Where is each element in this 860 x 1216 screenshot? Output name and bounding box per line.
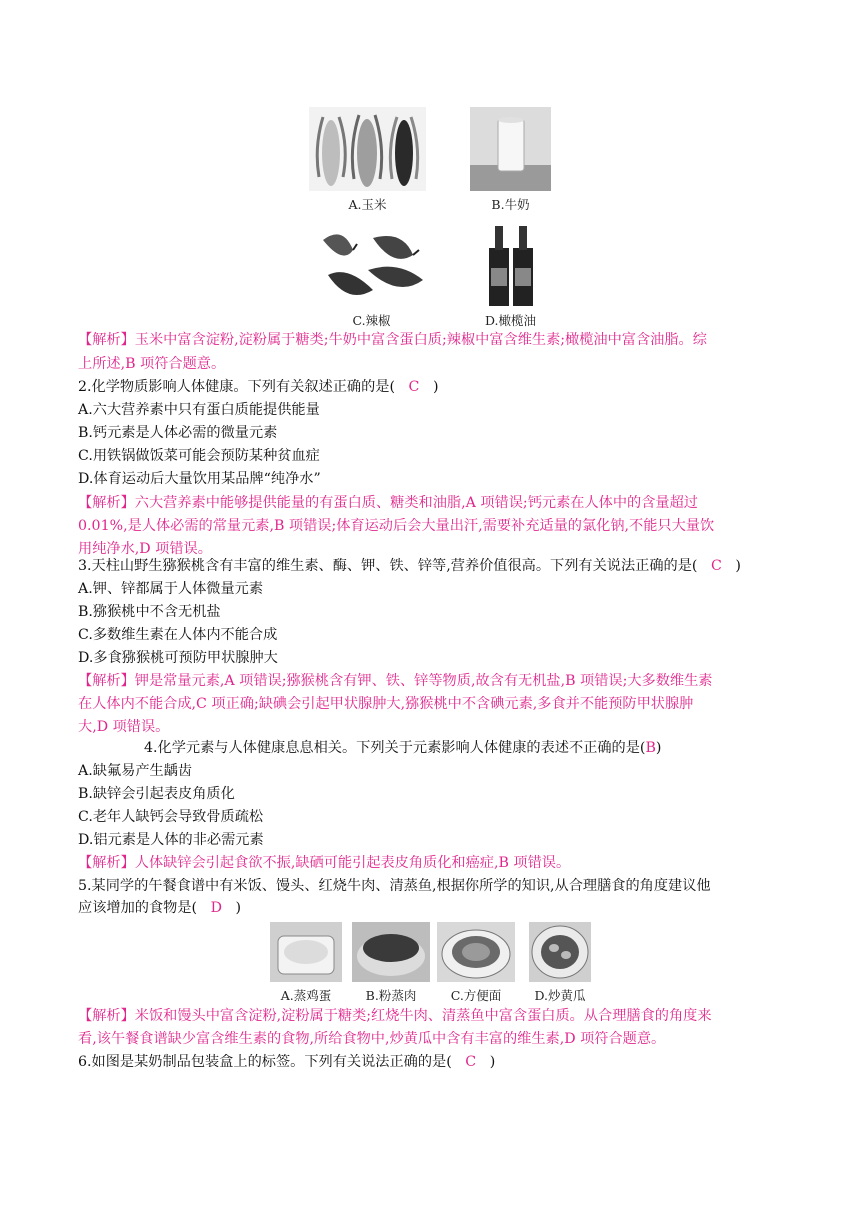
steamed-egg-photo <box>270 922 342 982</box>
q2-analysis-line-3: 用纯净水,D 项错误。 <box>78 541 212 557</box>
q3-stem: 3.天柱山野生猕猴桃含有丰富的维生素、酶、钾、铁、锌等,营养价值很高。下列有关说法正确的是( C ) <box>78 558 741 574</box>
q3-analysis-line-3: 大,D 项错误。 <box>78 719 170 735</box>
q1-analysis-line-1: 【解析】玉米中富含淀粉,淀粉属于糖类;牛奶中富含蛋白质;辣椒中富含维生素;橄榄油中富含油脂。综 <box>78 332 707 348</box>
q4-option-a: A.缺氟易产生龋齿 <box>78 763 193 779</box>
q4-option-c: C.老年人缺钙会导致骨质疏松 <box>78 809 264 825</box>
analysis-tag: 【解析】 <box>78 1008 135 1024</box>
instant-noodles-photo <box>437 922 515 982</box>
q3-option-b: B.猕猴桃中不含无机盐 <box>78 604 221 620</box>
q3-analysis-line-1: 【解析】钾是常量元素,A 项错误;猕猴桃含有钾、铁、锌等物质,故含有无机盐,B 项错误;大多数维生素 <box>78 673 713 689</box>
q6-answer: C <box>465 1054 477 1070</box>
analysis-tag: 【解析】 <box>78 673 135 689</box>
milk-photo <box>470 107 551 191</box>
q2-option-d: D.体育运动后大量饮用某品牌“纯净水” <box>78 471 321 487</box>
q4-stem: 4.化学元素与人体健康息息相关。下列关于元素影响人体健康的表述不正确的是(B) <box>144 740 662 756</box>
q6-stem: 6.如图是某奶制品包装盒上的标签。下列有关说法正确的是( C ) <box>78 1054 496 1070</box>
q5-answer: D <box>210 900 222 916</box>
q2-analysis-line-2: 0.01%,是人体必需的常量元素,B 项错误;体育运动后会大量出汗,需要补充适量的氯化钠,不能只大量饮 <box>78 518 715 534</box>
analysis-tag: 【解析】 <box>78 332 135 348</box>
fried-cucumber-photo <box>529 922 591 982</box>
caption-instant-noodles: C.方便面 <box>450 988 502 1003</box>
olive-oil-photo <box>483 218 539 308</box>
q3-option-a: A.钾、锌都属于人体微量元素 <box>78 581 264 597</box>
caption-steamed-pork: B.粉蒸肉 <box>365 988 417 1003</box>
steamed-pork-photo <box>352 922 430 982</box>
q5-analysis-line-1: 【解析】米饭和馒头中富含淀粉,淀粉属于糖类;红烧牛肉、清蒸鱼中富含蛋白质。从合理膳食的角度来 <box>78 1008 712 1024</box>
caption-olive-oil: D.橄榄油 <box>484 313 537 328</box>
q2-answer: C <box>408 379 420 395</box>
q3-option-d: D.多食猕猴桃可预防甲状腺肿大 <box>78 650 278 666</box>
q2-analysis-line-1: 【解析】六大营养素中能够提供能量的有蛋白质、糖类和油脂,A 项错误;钙元素在人体中的含量超过 <box>78 495 698 511</box>
q5-stem-line-2: 应该增加的食物是( D ) <box>78 900 242 916</box>
analysis-tag: 【解析】 <box>78 495 135 511</box>
q3-answer: C <box>711 558 722 574</box>
q2-stem: 2.化学物质影响人体健康。下列有关叙述正确的是( C ) <box>78 379 439 395</box>
caption-milk: B.牛奶 <box>491 197 530 212</box>
pepper-photo <box>313 220 430 306</box>
q5-stem-line-1: 5.某同学的午餐食谱中有米饭、馒头、红烧牛肉、清蒸鱼,根据你所学的知识,从合理膳食的角度建议他 <box>78 878 711 894</box>
corn-photo <box>309 107 426 191</box>
q2-option-a: A.六大营养素中只有蛋白质能提供能量 <box>78 402 320 418</box>
caption-pepper: C.辣椒 <box>352 313 391 328</box>
q4-option-b: B.缺锌会引起表皮角质化 <box>78 786 235 802</box>
q3-analysis-line-2: 在人体内不能合成,C 项正确;缺碘会引起甲状腺肿大,猕猴桃中不含碘元素,多食并不能预防甲状腺肿 <box>78 696 694 712</box>
q4-option-d: D.铝元素是人体的非必需元素 <box>78 832 264 848</box>
q5-analysis-line-2: 看,该午餐食谱缺少富含维生素的食物,所给食物中,炒黄瓜中含有丰富的维生素,D 项符合题意。 <box>78 1031 666 1047</box>
caption-fried-cucumber: D.炒黄瓜 <box>534 988 586 1003</box>
caption-steamed-egg: A.蒸鸡蛋 <box>280 988 332 1003</box>
analysis-tag: 【解析】 <box>78 855 135 871</box>
q2-option-b: B.钙元素是人体必需的微量元素 <box>78 425 278 441</box>
q3-option-c: C.多数维生素在人体内不能合成 <box>78 627 278 643</box>
q2-option-c: C.用铁锅做饭菜可能会预防某种贫血症 <box>78 448 320 464</box>
q4-analysis-line-1: 【解析】人体缺锌会引起食欲不振,缺硒可能引起表皮角质化和癌症,B 项错误。 <box>78 855 571 871</box>
q1-analysis-line-2: 上所述,B 项符合题意。 <box>78 356 226 372</box>
q4-answer: B <box>645 740 656 756</box>
caption-corn: A.玉米 <box>348 197 387 212</box>
